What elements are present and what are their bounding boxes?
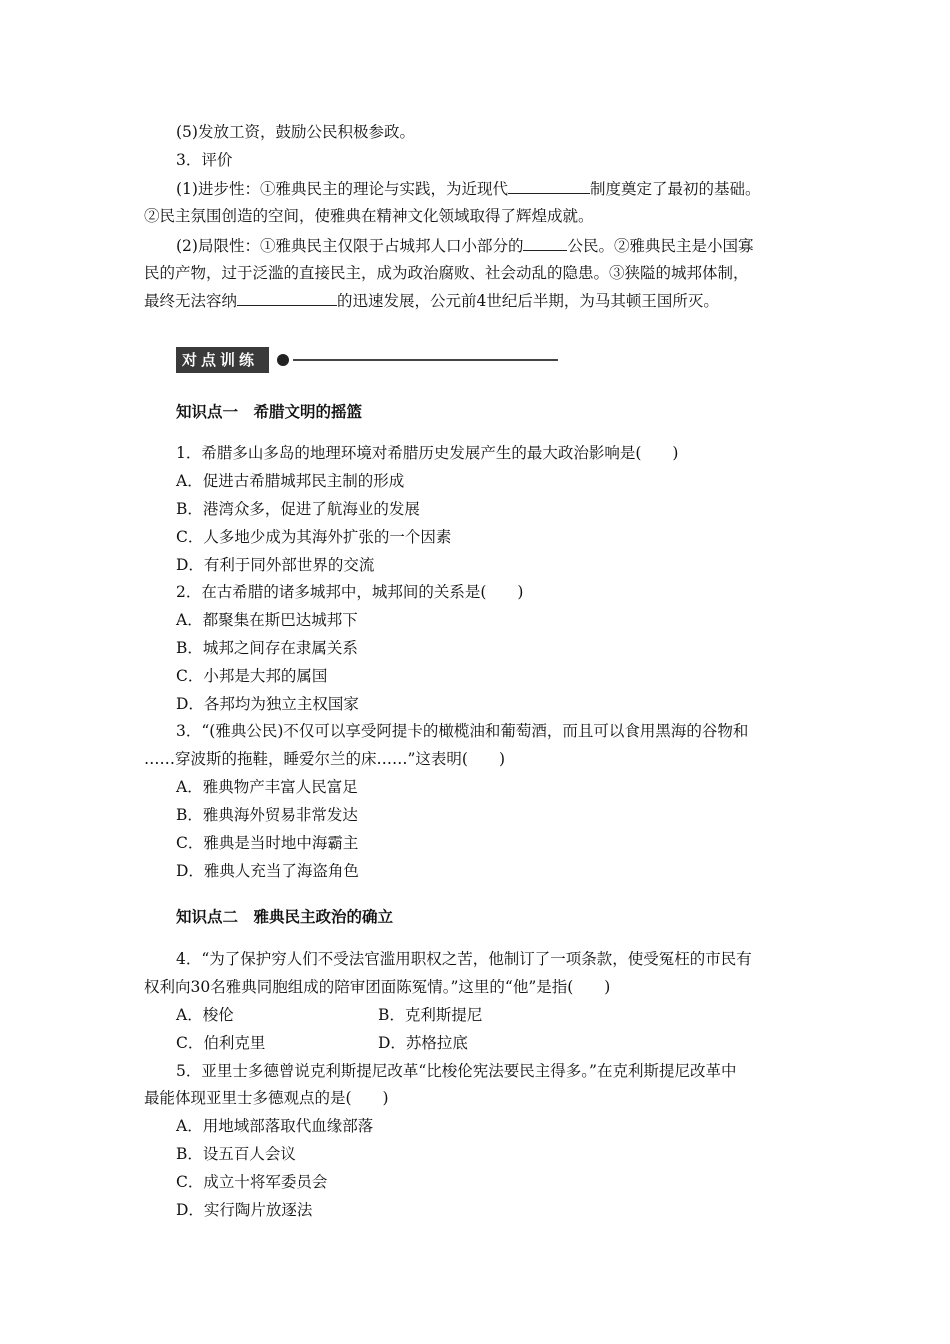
fill-blank-1[interactable] [508, 178, 590, 194]
intro-item-5: (5)发放工资，鼓励公民积极参政。 [176, 123, 415, 141]
question-5-stem-cont: 最能体现亚里士多德观点的是( ) [144, 1089, 389, 1107]
section-title-1: 知识点一 希腊文明的摇篮 [176, 403, 363, 421]
q5-option-b[interactable]: B．设五百人会议 [176, 1145, 296, 1163]
q2-option-a[interactable]: A．都聚集在斯巴达城邦下 [176, 611, 358, 629]
q3-option-c[interactable]: C．雅典是当时地中海霸主 [176, 834, 359, 852]
progress-text-b: 制度奠定了最初的基础。 [589, 180, 761, 198]
question-3-stem: 3．“(雅典公民)不仅可以享受阿提卡的橄榄油和葡萄酒，而且可以食用黑海的谷物和 [176, 722, 749, 740]
limit-line-3 [144, 290, 719, 311]
q1-option-a[interactable]: A．促进古希腊城邦民主制的形成 [176, 472, 405, 490]
question-4-stem: 4．“为了保护穷人们不受法官滥用职权之苦，他制订了一项条款，使受冤枉的市民有 [176, 950, 752, 968]
limit-text-b: 公民。②雅典民主是小国寡 [567, 237, 754, 255]
bullet-icon [277, 354, 289, 366]
q1-option-d[interactable]: D．有利于同外部世界的交流 [176, 556, 375, 574]
progress-text-a: (1)进步性：①雅典民主的理论与实践，为近现代 [176, 180, 508, 198]
q4-option-c[interactable]: C．伯利克里 [176, 1034, 266, 1052]
limit-text-d: 最终无法容纳 [144, 292, 238, 310]
q5-option-c[interactable]: C．成立十将军委员会 [176, 1173, 328, 1191]
banner-label: 对点训练 [176, 347, 269, 373]
limit-text-a: (2)局限性：①雅典民主仅限于占城邦人口小部分的 [176, 237, 524, 255]
intro-heading-3: 3．评价 [176, 151, 233, 169]
fill-blank-2[interactable] [523, 235, 567, 251]
question-2-stem: 2．在古希腊的诸多城邦中，城邦间的关系是( ) [176, 583, 524, 601]
limit-line-2: 民的产物，过于泛滥的直接民主，成为政治腐败、社会动乱的隐患。③狭隘的城邦体制， [144, 264, 749, 282]
q2-option-c[interactable]: C．小邦是大邦的属国 [176, 667, 328, 685]
q4-option-d[interactable]: D．苏格拉底 [378, 1034, 468, 1052]
q2-option-d[interactable]: D．各邦均为独立主权国家 [176, 695, 359, 713]
q5-option-d[interactable]: D．实行陶片放逐法 [176, 1201, 313, 1219]
section-title-2: 知识点二 雅典民主政治的确立 [176, 908, 394, 926]
question-5-stem: 5．亚里士多德曾说克利斯提尼改革“比梭伦宪法要民主得多。”在克利斯提尼改革中 [176, 1062, 737, 1080]
q1-option-c[interactable]: C．人多地少成为其海外扩张的一个因素 [176, 528, 452, 546]
banner-divider [293, 359, 558, 361]
fill-blank-3[interactable] [237, 290, 337, 306]
q2-option-b[interactable]: B．城邦之间存在隶属关系 [176, 639, 358, 657]
q3-option-a[interactable]: A．雅典物产丰富人民富足 [176, 778, 358, 796]
question-1-stem: 1．希腊多山多岛的地理环境对希腊历史发展产生的最大政治影响是( ) [176, 444, 679, 462]
q5-option-a[interactable]: A．用地域部落取代血缘部落 [176, 1117, 374, 1135]
q3-option-d[interactable]: D．雅典人充当了海盗角色 [176, 862, 359, 880]
q3-option-b[interactable]: B．雅典海外贸易非常发达 [176, 806, 358, 824]
progress-line-1 [176, 178, 760, 199]
progress-line-2: ②民主氛围创造的空间，使雅典在精神文化领域取得了辉煌成就。 [144, 207, 594, 225]
q4-option-a[interactable]: A．梭伦 [176, 1006, 234, 1024]
limit-line-1 [176, 235, 753, 256]
q4-option-b[interactable]: B．克利斯提尼 [378, 1006, 483, 1024]
q1-option-b[interactable]: B．港湾众多，促进了航海业的发展 [176, 500, 420, 518]
limit-text-e: 的迅速发展，公元前4世纪后半期，为马其顿王国所灭。 [337, 292, 719, 310]
question-4-stem-cont: 权利向30名雅典同胞组成的陪审团面陈冤情。”这里的“他”是指( ) [144, 978, 611, 996]
question-3-stem-cont: ……穿波斯的拖鞋，睡爱尔兰的床……”这表明( ) [144, 750, 506, 768]
